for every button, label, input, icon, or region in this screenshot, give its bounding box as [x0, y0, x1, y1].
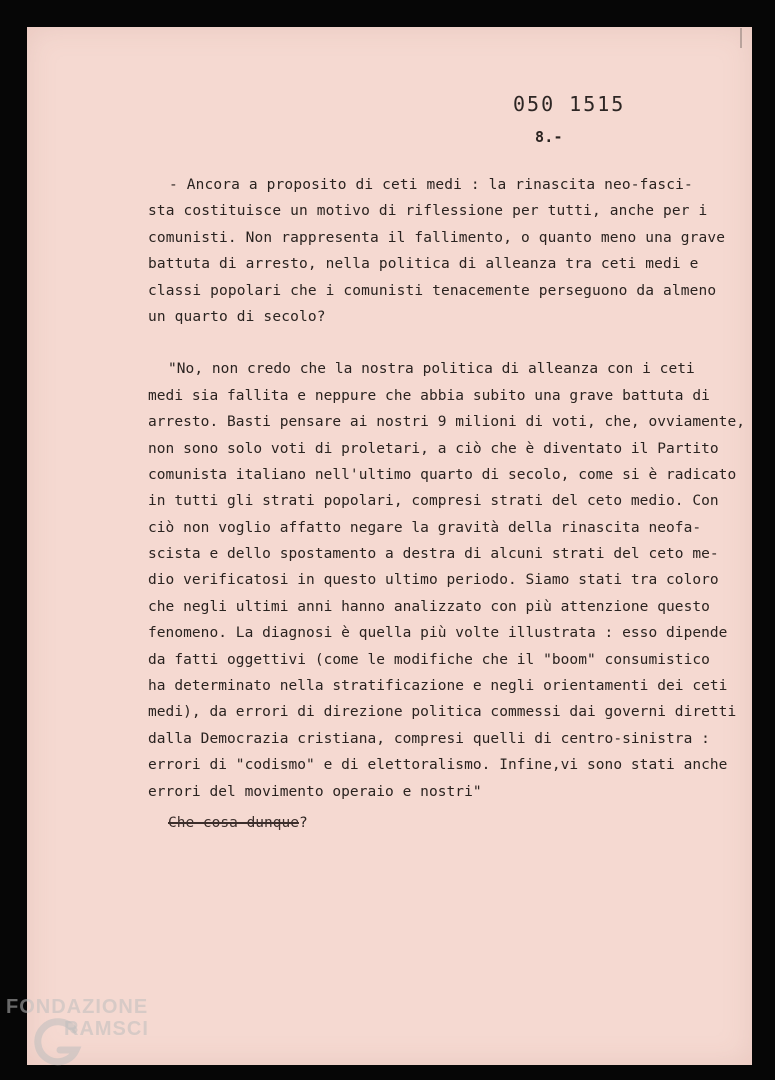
struck-out-text: Che cosa dunque — [168, 815, 299, 831]
text-line: arresto. Basti pensare ai nostri 9 milioni di voti, che, ovviamente, — [148, 414, 746, 431]
text-line: in tutti gli strati popolari, compresi strati del ceto medio. Con — [148, 493, 719, 510]
struck-out-line — [168, 810, 308, 836]
watermark-line-2: RAMSCI — [64, 1018, 149, 1040]
text-line: un quarto di secolo? — [148, 308, 326, 325]
paragraph-gap — [148, 330, 748, 356]
fondazione-gramsci-watermark — [6, 996, 196, 1076]
struck-out-suffix: ? — [298, 815, 308, 831]
text-line: comunisti. Non rappresenta il fallimento, o quanto meno una grave — [148, 229, 726, 246]
text-line: sta costituisce un motivo di riflessione per tutti, anche per i — [148, 203, 708, 220]
text-line: medi), da errori di direzione politica commessi dai governi diretti — [148, 704, 737, 721]
archive-number: 050 1515 — [513, 92, 626, 116]
watermark-line-1: FONDAZIONE — [6, 996, 149, 1018]
text-line: comunista italiano nell'ultimo quarto di secolo, come si è radicato — [148, 466, 737, 483]
question-paragraph — [148, 172, 748, 330]
text-line: fenomeno. La diagnosi è quella più volte illustrata : esso dipende — [148, 625, 728, 642]
page-number: 8.- — [535, 128, 563, 146]
text-line: medi sia fallita e neppure che abbia subito una grave battuta di — [148, 387, 710, 404]
typed-text-body — [148, 172, 748, 805]
text-line: dalla Democrazia cristiana, compresi quelli di centro-sinistra : — [148, 730, 710, 747]
answer-paragraph — [148, 356, 748, 805]
text-line: "No, non credo che la nostra politica di alleanza con i ceti — [168, 361, 695, 378]
text-line: - Ancora a proposito di ceti medi : la rinascita neo-fasci- — [169, 177, 693, 193]
text-line: scista e dello spostamento a destra di alcuni strati del ceto me- — [148, 546, 719, 563]
text-line: ciò non voglio affatto negare la gravità della rinascita neofa- — [148, 519, 702, 536]
text-line: errori del movimento operaio e nostri" — [148, 783, 482, 800]
text-line: che negli ultimi anni hanno analizzato con più attenzione questo — [148, 598, 710, 615]
text-line: non sono solo voti di proletari, a ciò che è diventato il Partito — [148, 440, 719, 457]
text-line: errori di "codismo" e di elettoralismo. Infine,vi sono stati anche — [148, 757, 728, 774]
page-edge-mark — [740, 28, 742, 48]
text-line: ha determinato nella stratificazione e negli orientamenti dei ceti — [148, 678, 728, 695]
text-line: classi popolari che i comunisti tenacemente perseguono da almeno — [148, 282, 717, 299]
text-line: da fatti oggettivi (come le modifiche che il "boom" consumistico — [148, 651, 710, 668]
text-line: battuta di arresto, nella politica di alleanza tra ceti medi e — [148, 256, 699, 273]
text-line: dio verificatosi in questo ultimo periodo. Siamo stati tra coloro — [148, 572, 719, 589]
